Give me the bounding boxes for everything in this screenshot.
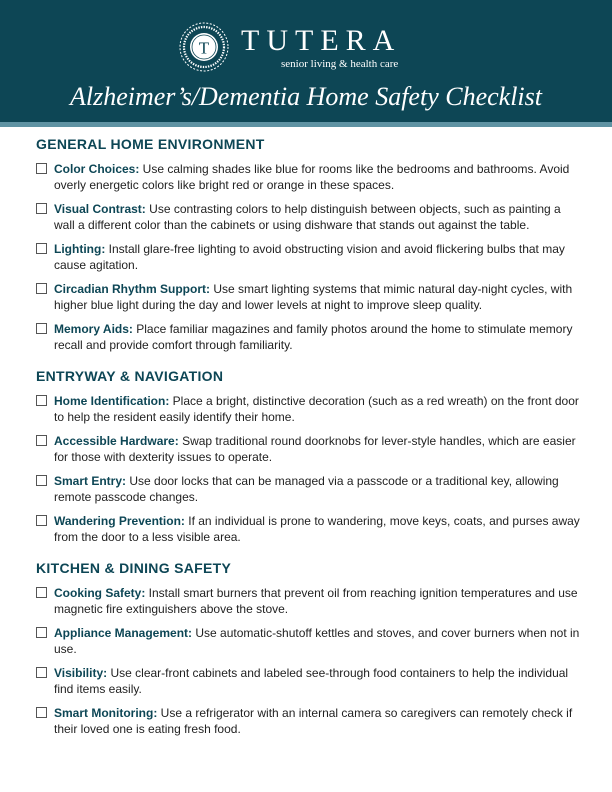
section-title: GENERAL HOME ENVIRONMENT [36, 136, 265, 152]
item-label: Accessible Hardware: [54, 434, 179, 448]
checklist-item [36, 514, 584, 545]
item-text: Use contrasting colors to help distinguish between objects, such as painting a wall a different color than the cabinets or using dishware that stands out against the table. [54, 202, 561, 232]
checklist-item [36, 434, 584, 465]
checkbox[interactable] [36, 435, 47, 446]
checklist-item [36, 242, 584, 273]
item-label: Smart Entry: [54, 474, 127, 488]
checkbox[interactable] [36, 203, 47, 214]
checkbox[interactable] [36, 627, 47, 638]
tutera-logo-icon [179, 22, 229, 72]
item-label: Visibility: [54, 666, 108, 680]
item-label: Appliance Management: [54, 626, 193, 640]
item-label: Smart Monitoring: [54, 706, 158, 720]
item-label: Wandering Prevention: [54, 514, 185, 528]
header-banner [0, 0, 612, 122]
checklist-item [36, 666, 584, 697]
checklist-item [36, 394, 584, 425]
section-title: ENTRYWAY & NAVIGATION [36, 368, 224, 384]
item-label: Cooking Safety: [54, 586, 146, 600]
checkbox[interactable] [36, 243, 47, 254]
item-label: Memory Aids: [54, 322, 133, 336]
checkbox[interactable] [36, 667, 47, 678]
item-text: Use a refrigerator with an internal camera so caregivers can remotely check if their loved one is eating fresh food. [54, 706, 573, 736]
checklist-item [36, 586, 584, 617]
item-text: Use door locks that can be managed via a passcode or a traditional key, allowing remote passcode changes. [54, 474, 559, 504]
checklist-item [36, 162, 584, 193]
checkbox[interactable] [36, 323, 47, 334]
item-text: If an individual is prone to wandering, move keys, coats, and purses away from the door to a less visible area. [54, 514, 580, 544]
checkbox[interactable] [36, 163, 47, 174]
page-title: Alzheimer’s/Dementia Home Safety Checklist [70, 82, 542, 111]
item-label: Color Choices: [54, 162, 140, 176]
section-kitchen-dining-safety [36, 560, 584, 737]
checkbox[interactable] [36, 395, 47, 406]
item-text: Use clear-front cabinets and labeled see-through food containers to help the individual find items easily. [54, 666, 569, 696]
checkbox[interactable] [36, 707, 47, 718]
item-label: Circadian Rhythm Support: [54, 282, 211, 296]
section-general-home-environment [36, 136, 584, 353]
item-text: Use smart lighting systems that mimic natural day-night cycles, with higher blue light during the day and lower levels at night to improve sleep quality. [54, 282, 573, 312]
checklist-item [36, 626, 584, 657]
item-label: Lighting: [54, 242, 106, 256]
section-title: KITCHEN & DINING SAFETY [36, 560, 232, 576]
item-text: Use calming shades like blue for rooms like the bedrooms and bathrooms. Avoid overly energetic colors like bright red or orange in these spaces. [54, 162, 570, 192]
item-text: Swap traditional round doorknobs for lever-style handles, which are easier for those with dexterity issues to operate. [54, 434, 576, 464]
header-divider [0, 122, 612, 127]
section-entryway-navigation [36, 368, 584, 545]
checkbox[interactable] [36, 475, 47, 486]
item-label: Home Identification: [54, 394, 170, 408]
checkbox[interactable] [36, 515, 47, 526]
checkbox[interactable] [36, 283, 47, 294]
item-text: Place familiar magazines and family photos around the home to stimulate memory recall and provide comfort through familiarity. [54, 322, 573, 352]
brand-tagline: senior living & health care [281, 58, 399, 70]
checklist-item [36, 202, 584, 233]
logo-letter: T [198, 38, 210, 58]
item-text: Install glare-free lighting to avoid obstructing vision and avoid flickering bulbs that may cause agitation. [54, 242, 565, 272]
brand-name: TUTERA [241, 24, 402, 57]
item-text: Place a bright, distinctive decoration (such as a red wreath) on the front door to help the resident easily identify their home. [54, 394, 579, 424]
checkbox[interactable] [36, 587, 47, 598]
checklist-item [36, 282, 584, 313]
item-label: Visual Contrast: [54, 202, 146, 216]
item-text: Use automatic-shutoff kettles and stoves, and cover burners when not in use. [54, 626, 580, 656]
item-text: Install smart burners that prevent oil from reaching ignition temperatures and use magnetic fire extinguishers above the stove. [54, 586, 578, 616]
checklist-item [36, 706, 584, 737]
checklist-item [36, 474, 584, 505]
checklist-item [36, 322, 584, 353]
checklist-content [36, 136, 584, 752]
